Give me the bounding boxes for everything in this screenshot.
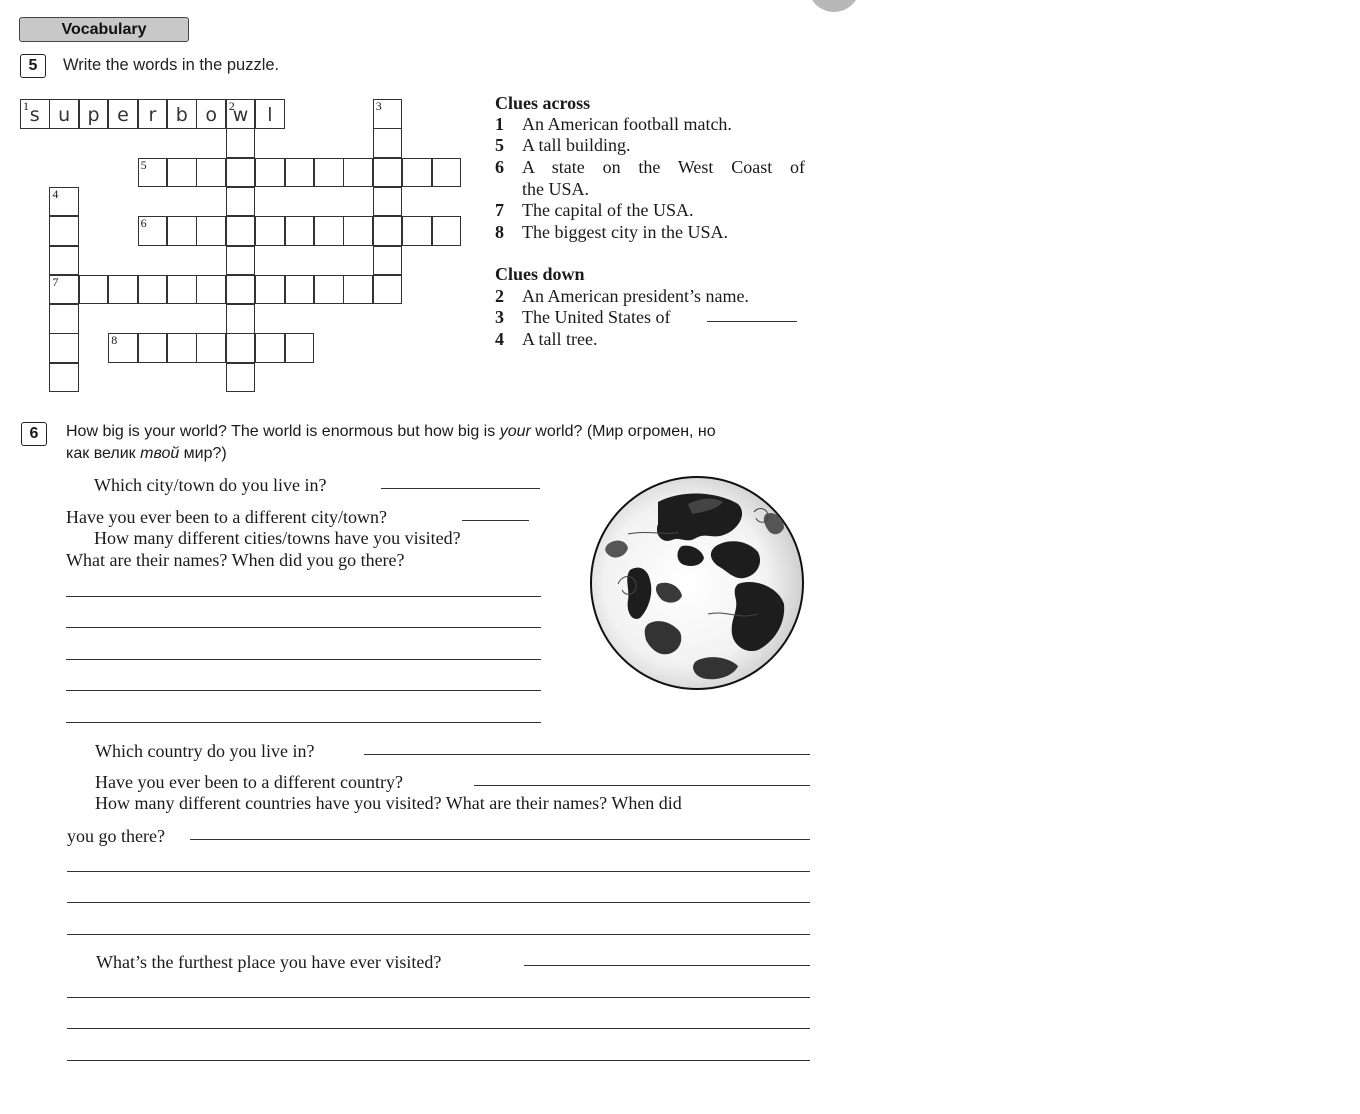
- crossword-cell[interactable]: [373, 246, 403, 276]
- question-city-names: What are their names? When did you go there?: [66, 550, 405, 570]
- answer-line-furthest-4[interactable]: [67, 1060, 810, 1061]
- answer-line-countries-2[interactable]: [67, 871, 810, 872]
- crossword-cell[interactable]: [226, 128, 256, 158]
- clue-down-2: 2 An American president’s name.: [495, 286, 749, 306]
- crossword-cell[interactable]: [226, 246, 256, 276]
- crossword-cell[interactable]: [167, 216, 197, 246]
- crossword-cell-letter: p: [87, 104, 100, 126]
- crossword-cell-number: 3: [375, 99, 382, 113]
- crossword-cell[interactable]: [138, 275, 168, 305]
- answer-line-different-city[interactable]: [462, 520, 529, 521]
- exercise-5-instruction: Write the words in the puzzle.: [63, 56, 280, 74]
- crossword-cell[interactable]: [343, 275, 373, 305]
- crossword-cell[interactable]: [226, 333, 256, 363]
- crossword-cell[interactable]: [49, 246, 79, 276]
- section-title: Vocabulary: [19, 17, 189, 42]
- crossword-cell[interactable]: [432, 216, 462, 246]
- crossword-cell[interactable]: [402, 158, 432, 188]
- crossword-cell[interactable]: [285, 216, 315, 246]
- crossword-cell[interactable]: [167, 158, 197, 188]
- crossword-cell[interactable]: [373, 158, 403, 188]
- crossword-cell[interactable]: [226, 158, 256, 188]
- exercise-number-6: 6: [21, 422, 47, 446]
- crossword-cell[interactable]: [226, 216, 256, 246]
- crossword-cell-number: 2: [228, 99, 235, 113]
- crossword-cell[interactable]: [343, 158, 373, 188]
- crossword-cell[interactable]: [79, 275, 109, 305]
- question-different-country: Have you ever been to a different country?: [95, 772, 404, 792]
- crossword-cell[interactable]: [226, 187, 256, 217]
- answer-line-countries-3[interactable]: [67, 902, 810, 903]
- crossword-cell[interactable]: [167, 333, 197, 363]
- crossword-cell[interactable]: [196, 99, 226, 129]
- answer-line-cities-5[interactable]: [66, 722, 541, 723]
- answer-line-furthest[interactable]: [524, 965, 810, 966]
- crossword-cell[interactable]: [79, 99, 109, 129]
- clue-down-3: 3 The United States of: [495, 307, 671, 327]
- crossword-cell-number: 8: [111, 333, 118, 348]
- exercise-6-instruction-line2: как велик твой мир?): [66, 445, 227, 462]
- crossword-cell[interactable]: [138, 216, 168, 246]
- crossword-cell[interactable]: [314, 275, 344, 305]
- crossword-cell[interactable]: [314, 158, 344, 188]
- crossword-cell[interactable]: [226, 304, 256, 334]
- crossword-cell[interactable]: [49, 216, 79, 246]
- crossword-cell[interactable]: [285, 158, 315, 188]
- clue-across-6: 6 A state on the West Coast of: [495, 157, 805, 177]
- crossword-cell[interactable]: [285, 333, 315, 363]
- crossword-cell-number: 1: [23, 99, 29, 113]
- clues-down-heading: Clues down: [495, 264, 585, 284]
- crossword-cell-letter: b: [175, 104, 188, 126]
- crossword-cell[interactable]: [196, 333, 226, 363]
- page-corner-circle: [808, 0, 860, 12]
- answer-line-different-country[interactable]: [474, 785, 810, 786]
- answer-line-furthest-3[interactable]: [67, 1028, 810, 1029]
- crossword-cell[interactable]: [49, 363, 79, 393]
- clue-down-3-blank[interactable]: [707, 321, 797, 322]
- answer-line-cities-1[interactable]: [66, 596, 541, 597]
- crossword-cell[interactable]: [226, 363, 256, 393]
- crossword-cell[interactable]: [432, 158, 462, 188]
- clue-across-1: 1 An American football match.: [495, 114, 732, 134]
- crossword-cell[interactable]: [255, 216, 285, 246]
- question-furthest: What’s the furthest place you have ever visited?: [96, 952, 442, 972]
- crossword-cell-letter: r: [148, 104, 157, 126]
- answer-line-countries-4[interactable]: [67, 934, 810, 935]
- crossword-cell[interactable]: [108, 275, 138, 305]
- question-different-city: Have you ever been to a different city/town?: [66, 507, 388, 527]
- crossword-cell-letter: o: [205, 104, 217, 126]
- clues-across-heading: Clues across: [495, 93, 591, 113]
- crossword-cell[interactable]: [20, 99, 50, 129]
- crossword-cell-letter: l: [267, 104, 273, 126]
- crossword-cell[interactable]: [138, 99, 168, 129]
- crossword-cell-number: 4: [52, 186, 59, 201]
- crossword-cell[interactable]: [373, 216, 403, 246]
- crossword-cell[interactable]: [255, 99, 285, 129]
- crossword-cell[interactable]: [373, 99, 403, 129]
- crossword-cell[interactable]: [138, 158, 168, 188]
- answer-line-city[interactable]: [381, 488, 540, 489]
- clue-across-6-cont: the USA.: [522, 179, 589, 199]
- clue-across-7: 7 The capital of the USA.: [495, 200, 694, 220]
- clue-down-4: 4 A tall tree.: [495, 329, 598, 349]
- question-how-many-countries: How many different countries have you visited? What are their names? When did: [95, 793, 682, 813]
- question-country-when: you go there?: [67, 826, 165, 846]
- crossword-cell-letter: w: [232, 104, 249, 126]
- exercise-6-instruction-line1: How big is your world? The world is enormous but how big is your world? (Мир огромен, но: [66, 423, 716, 440]
- crossword-cell[interactable]: [226, 99, 256, 129]
- crossword-cell[interactable]: [196, 216, 226, 246]
- answer-line-country[interactable]: [364, 754, 810, 755]
- crossword-cell[interactable]: [167, 275, 197, 305]
- answer-line-furthest-2[interactable]: [67, 997, 810, 998]
- crossword-cell[interactable]: [314, 216, 344, 246]
- crossword-cell-letter: u: [58, 104, 71, 126]
- crossword-cell[interactable]: [167, 99, 197, 129]
- crossword-cell[interactable]: [108, 333, 138, 363]
- crossword-cell[interactable]: [49, 187, 79, 217]
- crossword-cell-number: 7: [52, 274, 59, 289]
- crossword-cell[interactable]: [255, 158, 285, 188]
- earth-globe-illustration: [588, 474, 806, 692]
- answer-line-countries-1[interactable]: [190, 839, 810, 840]
- crossword-cell[interactable]: [343, 216, 373, 246]
- crossword-cell[interactable]: [196, 275, 226, 305]
- crossword-cell[interactable]: [373, 128, 403, 158]
- crossword-cell[interactable]: [49, 99, 79, 129]
- crossword-cell[interactable]: [49, 304, 79, 334]
- crossword-cell[interactable]: [226, 275, 256, 305]
- clue-across-8: 8 The biggest city in the USA.: [495, 222, 728, 242]
- crossword-cell-number: 5: [140, 157, 147, 172]
- crossword-cell-letter: e: [117, 104, 129, 126]
- crossword-cell[interactable]: [255, 333, 285, 363]
- crossword-cell[interactable]: [402, 216, 432, 246]
- crossword-cell-number: 6: [140, 216, 147, 231]
- exercise-number-5: 5: [20, 54, 46, 78]
- question-city: Which city/town do you live in?: [94, 475, 327, 495]
- crossword-cell[interactable]: [255, 275, 285, 305]
- answer-line-cities-2[interactable]: [66, 627, 541, 628]
- crossword-cell[interactable]: [373, 275, 403, 305]
- question-how-many-cities: How many different cities/towns have you visited?: [94, 528, 461, 548]
- crossword-cell[interactable]: [49, 275, 79, 305]
- crossword-cell[interactable]: [108, 99, 138, 129]
- crossword-cell[interactable]: [196, 158, 226, 188]
- crossword-cell[interactable]: [285, 275, 315, 305]
- crossword-cell[interactable]: [373, 187, 403, 217]
- answer-line-cities-4[interactable]: [66, 690, 541, 691]
- crossword-cell[interactable]: [49, 333, 79, 363]
- clue-across-5: 5 A tall building.: [495, 135, 631, 155]
- crossword-cell[interactable]: [138, 333, 168, 363]
- answer-line-cities-3[interactable]: [66, 659, 541, 660]
- question-country: Which country do you live in?: [95, 741, 315, 761]
- crossword-cell-letter: s: [29, 104, 40, 126]
